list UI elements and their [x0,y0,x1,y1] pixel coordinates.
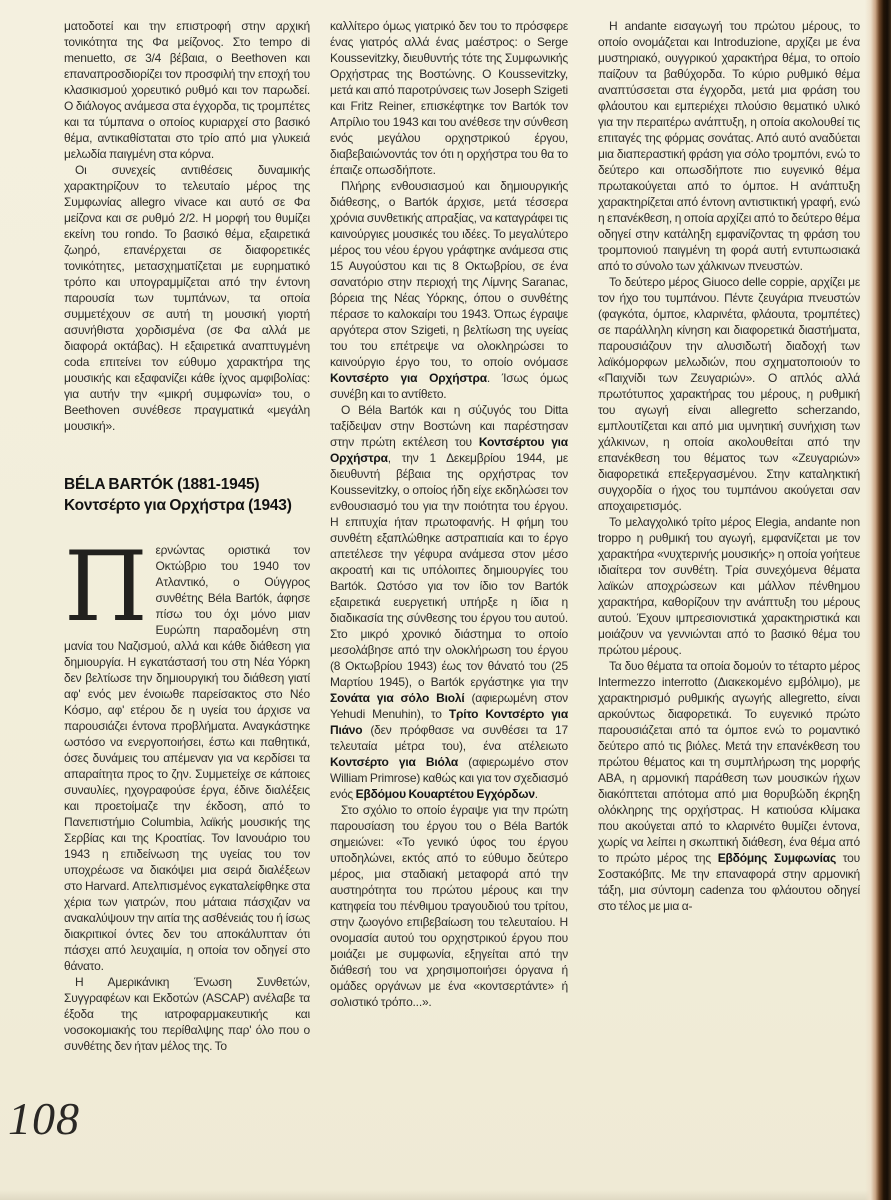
text-column-1 [64,18,310,1054]
paragraph: καλλίτερο όμως γιατρικό δεν του το πρόσφερε ένας γιατρός αλλά ένας μαέστρος: ο Serge Koussevitzky, διευθυντής τότε της Συμφωνικής Ορχήστρας της Βοστώνης. Ο Koussevitzky, μετά και από παροτρύνσεις των Joseph Szigeti και Fritz Reiner, επισκέφτηκε τον Bartók τον Απρίλιο του 1943 και του ανέθεσε την σύνθεση ενός μεγάλου ορχηστρικού έργου, διαβεβαιώνοντάς τον ότι η ορχήστρα του θα το έπαιζε οπωσδήποτε. [330,19,568,177]
section-heading-line: Κοντσέρτο για Ορχήστρα (1943) [64,497,292,514]
text-column-2 [330,18,568,1010]
section-heading [64,474,310,516]
paragraph: Το μελαγχολικό τρίτο μέρος Elegia, andante non troppo η ρυθμική του αγωγή, εμφανίζεται με τον χαρακτήρα «νυχτερινής μουσικής» η οποία γοήτευε ιδιαίτερα τον συνθέτη. Τρία συνεχόμενα θέματα λαϊκών αποχρώσεων και μάλλον πένθημου χαρακτήρα, καθορίζουν την ανάπτυξη του μέρους αυτού. Έχουν ιμπρεσιονιστικά χαρακτηριστικά και μοιάζουν να γεννιώνται από το βασικό θέμα του πρώτου μέρους. [598,515,860,657]
page-bottom-shade [0,1190,891,1200]
dropcap-paragraph: Περνώντας οριστικά τον Οκτώβριο του 1940 τον Ατλαντικό, ο Ούγγρος συνθέτης Béla Bartók, άφησε πίσω του όχι μόνο μιαν Ευρώπη παραδομένη στη μανία του Ναζισμού, αλλά και κάθε διάθεση για δημιουργία. Η εγκατάστασή του στη Νέα Υόρκη δεν βελτίωσε την δημιουργική του διάθεση γιατί αφ' ενός μεν ένοιωθε παρείσακτος στο Νέο Κόσμο, αφ' ετέρου δε η υγεία του άρχισε να παρουσιάζει έντονα προβλήματα. Αναγκάστηκε ωστόσο να ενεργοποιήσει, έστω και παθητικά, όσες δυνάμεις του απέμεναν για να κερδίσει τα απαραίτητα προς το ζην. Συμμετείχε σε κάποιες συναυλίες, ηχογραφούσε έργα, έδινε διαλέξεις και προετοίμαζε την έκδοση, από το Πανεπιστήμιο Columbia, λαϊκής μουσικής της Σερβίας και της Κροατίας. Τον Ιανουάριο του 1943 η επιδείνωση της υγείας του τον υποχρέωσε να διακόψει μια σειρά διαλέξεων στο Harvard. Απελπισμένος εγκαταλείφθηκε στα χέρια των γιατρών, που μάταια πάσχιζαν να ανακαλύψουν την αιτία της ασθένειάς του ή ίσως διακριτικοί όντες δεν του αποκάλυπταν ότι πάσχει από λευχαιμία, η οποία τον οδηγεί στο θάνατο. [64,531,310,973]
paragraph: Στο σχόλιο το οποίο έγραψε για την πρώτη παρουσίαση του έργου του ο Béla Bartók σημειώνει: «Το γενικό ύφος του έργου υποδηλώνει, εκτός από το εύθυμο δεύτερο μέρος, μια σταδιακή μεταφορά από την αυστηρότητα του πρώτου μέρους και την κατηφεία του πένθιμου τραγουδιού του τρίτου, στην ζωογόνο επιβεβαίωση του τελευταίου. Η ονομασία αυτού του ορχηστρικού έργου που μοιάζει με συμφωνία, εξηγείται από την διάθεσή του να χρησιμοποιήσει όργανα ή ομάδες οργάνων με ένα «κοντσερτάντε» ή σολιστικό τρόπο...». [330,803,568,1009]
paragraph: Το δεύτερο μέρος Giuoco delle coppie, αρχίζει με τον ήχο του τυμπάνου. Πέντε ζευγάρια πνευστών (φαγκότα, όμποε, κλαρινέτα, φλάουτα, τρομπέτες) σε παράλληλη κίνηση και διαφορετικά διαστήματα, παρουσιάζουν την αλυσιδωτή διαδοχή των λαϊκόμορφων μελωδιών, που σχηματοποιούν το «Παιχνίδι των Ζευγαριών». Ο απλός αλλά πρωτότυπος χαρακτήρας του μέρους, η ρυθμική του αγωγή είναι allegretto scherzando, εμπλουτίζεται και από μια υμνητική συνήχιση των χάλκινων, η οποία ακολουθείται από την επανέκθεση του θέματος των «Ζευγαριών» διαφορετικά επεξεργασμένου. Στην καταληκτική συγχορδία ο ήχος του τυμπάνου ακούγεται σαν αποχαιρετισμός. [598,275,860,513]
paragraph: Η andante εισαγωγή του πρώτου μέρους, το οποίο ονομάζεται και Introduzione, αρχίζει με ένα μυστηριακό, ουγγρικού χαρακτήρα θέμα, το οποίο παίζουν τα βαθύχορδα. Το κύριο ρυθμικό θέμα αναπτύσσεται στα έγχορδα, μετά μια φράση του φλάουτου και εμπεριέχει πλούσιο θεματικό υλικό για την περαιτέρω ανάπτυξη, η οποία ακολουθεί τις επιταγές της φόρμας σονάτας. Από αυτό αναδύεται μια διαπεραστική φράση για σόλο τρομπόνι, ενώ το δεύτερο και οπωσδήποτε πιο ευγενικό θέμα πρωτακούγεται από το όμποε. Η ανάπτυξη χαρακτηρίζεται από έντονη αντιστικτική γραφή, ενώ η επανέκθεση, η οποία αρχίζει από το δεύτερο θέμα οδηγεί στην κατάληξη εμφανίζοντας τη φράση του τρομπονιού παιγμένη τη φορά αυτή εντυπωσιακά από το σύνολο των χάλκινων πνευστών. [598,19,860,273]
page-number: 108 [8,1093,80,1144]
paragraph: Ο Béla Bartók και η σύζυγός του Ditta ταξίδεψαν στην Βοστώνη και παρέστησαν στην πρώτη εκτέλεση του Κοντσέρτου για Ορχήστρα, την 1 Δεκεμβρίου 1944, με διευθυντή βέβαια της ορχήστρας τον Koussevitzky, ο οποίος ήδη είχε εκδηλώσει τον ενθουσιασμό του για την ποιότητα του έργου. Η επιτυχία ήταν πρωτοφανής. Η φήμη του συνθέτη εξαπλώθηκε αστραπιαία και το έργο απετέλεσε την γέφυρα ανάμεσα στον μέσο ακροατή και τις υπόλοιπες δημιουργίες του Bartók. Ωστόσο για τον ίδιο τον Bartók εξαιρετικά ευεργετική υπήρξε η ίδια η διαδικασία της σύνθεσης του έργου του αυτού. Στο μικρό χρονικό διάστημα το οποίο μεσολάβησε από την ολοκλήρωση του έργου (8 Οκτωβρίου 1943) έως τον θάνατό του (25 Μαρτίου 1945), ο Bartók εργάστηκε για την Σονάτα για σόλο Βιολί (αφιερωμένη στον Yehudi Menuhin), το Τρίτο Κοντσέρτο για Πιάνο (δεν πρόφθασε να συνθέσει τα 17 τελευταία μέτρα του), ένα ατέλειωτο Κοντσέρτο για Βιόλα (αφιερωμένο στον William Primrose) καθώς και για τον σχεδιασμό ενός Εβδόμου Κουαρτέτου Εγχόρδων. [330,403,568,801]
drop-cap: Π [64,531,148,643]
paragraph: ματοδοτεί και την επιστροφή στην αρχική τονικότητα της Φα μείζονος. Στο tempo di menuetto, σε 3/4 βέβαια, ο Beethoven και επαναπροσδιορίζει τον προσφιλή την εποχή του κλασικισμού χορευτικό ρυθμό και τον παρωδεί. Ο διάλογος ανάμεσα στα έγχορδα, τις τρομπέτες και τα τύμπανα ο οποίος κυριαρχεί στο βασικό θέμα, αντικαθίσταται στο τρίο από μια γλυκειά μελωδία παιγμένη στα κόρνα. [64,19,310,161]
paragraph: Οι συνεχείς αντιθέσεις δυναμικής χαρακτηρίζουν το τελευταίο μέρος της Συμφωνίας allegro vivace και αυτό σε Φα μείζονα και σε ρυθμό 2/2. Η μορφή του θυμίζει εκείνη του rondo. Το βασικό θέμα, εξαιρετικά ζωηρό, επανέρχεται σε διαφορετικές τονικότητες, μετασχηματίζεται με ευρηματικό τρόπο και υπογραμμίζεται από την έντονη παρουσία των τυμπάνων, τα οποία συμμετέχουν σε αυτή τη μουσική γιορτή ασυνήθιστα χορδισμένα (σε Φα αλλά με διαφορά οκτάβας). Η εξαιρετικά αναπτυγμένη coda επιτείνει τον εύθυμο χαρακτήρα της μουσικής και εξαφανίζει κάθε ίχνος αμφιβολίας: για αυτήν την «μικρή συμφωνία» του, ο Beethoven συνέθεσε πραγματικά «μεγάλη μουσική». [64,163,310,433]
paragraph: Η Αμερικάνικη Ένωση Συνθετών, Συγγραφέων και Εκδοτών (ASCAP) ανέλαβε τα έξοδα της ιατροφαρμακευτικής και νοσοκομιακής του περίθαλψης παρ' όλο που ο συνθέτης δεν ήταν μέλος της. Το [64,975,310,1053]
paragraph: Πλήρης ενθουσιασμού και δημιουργικής διάθεσης, ο Bartók άρχισε, μετά τέσσερα χρόνια συνθετικής απραξίας, να καταγράφει τις καινούργιες μουσικές του ιδέες. Το μεγαλύτερο μέρος του νέου έργου γράφτηκε ανάμεσα στις 15 Αυγούστου και τις 8 Οκτωβρίου, σε ένα σανατόριο στην περιοχή της Λίμνης Saranac, βόρεια της Νέας Υόρκης, όπου ο συνθέτης πέρασε το καλοκαίρι του 1943. Όπως έγραψε αργότερα στον Szigeti, η βελτίωση της υγείας του του επέτρεψε να ολοκληρώσει το καινούργιο έργο του, το οποίο ονόμασε Κοντσέρτο για Ορχήστρα. Ίσως όμως συνέβη και το αντίθετο. [330,179,568,401]
section-heading-line: BÉLA BARTÓK (1881-1945) [64,476,260,493]
paragraph: Τα δυο θέματα τα οποία δομούν το τέταρτο μέρος Intermezzo interrotto (Διακεκομένο εμβόλιμο), με χαρακτηρισμό ρυθμικής αγωγής allegretto, είναι αρκούντως διαφορετικά. Το ευγενικό πρώτο παρουσιάζεται από τα όμποε ενώ το ρομαντικό δεύτερο από τις βιόλες. Μετά την επανέκθεση του πρώτου θέματος και τη συμπλήρωση της μορφής ΑΒΑ, η αρμονική παράθεση των μουσικών ήχων διακόπτεται απότομα από μια θορυβώδη έκρηξη ολόκληρης της ορχήστρας. Η κατιούσα κλίμακα που ακούγεται από το κλαρινέτο θυμίζει έντονα, χωρίς να λείπει η σκωπτική διάθεση, ένα θέμα από το πρώτο μέρος της Εβδόμης Συμφωνίας του Σοστακόβιτς. Με την επαναφορά στην αρμονική τάξη, μια σύντομη cadenza του φλάουτου οδηγεί στο τέλος με μια α- [598,659,861,913]
text-column-3 [598,18,860,914]
scan-edge-shadow [865,0,891,1200]
